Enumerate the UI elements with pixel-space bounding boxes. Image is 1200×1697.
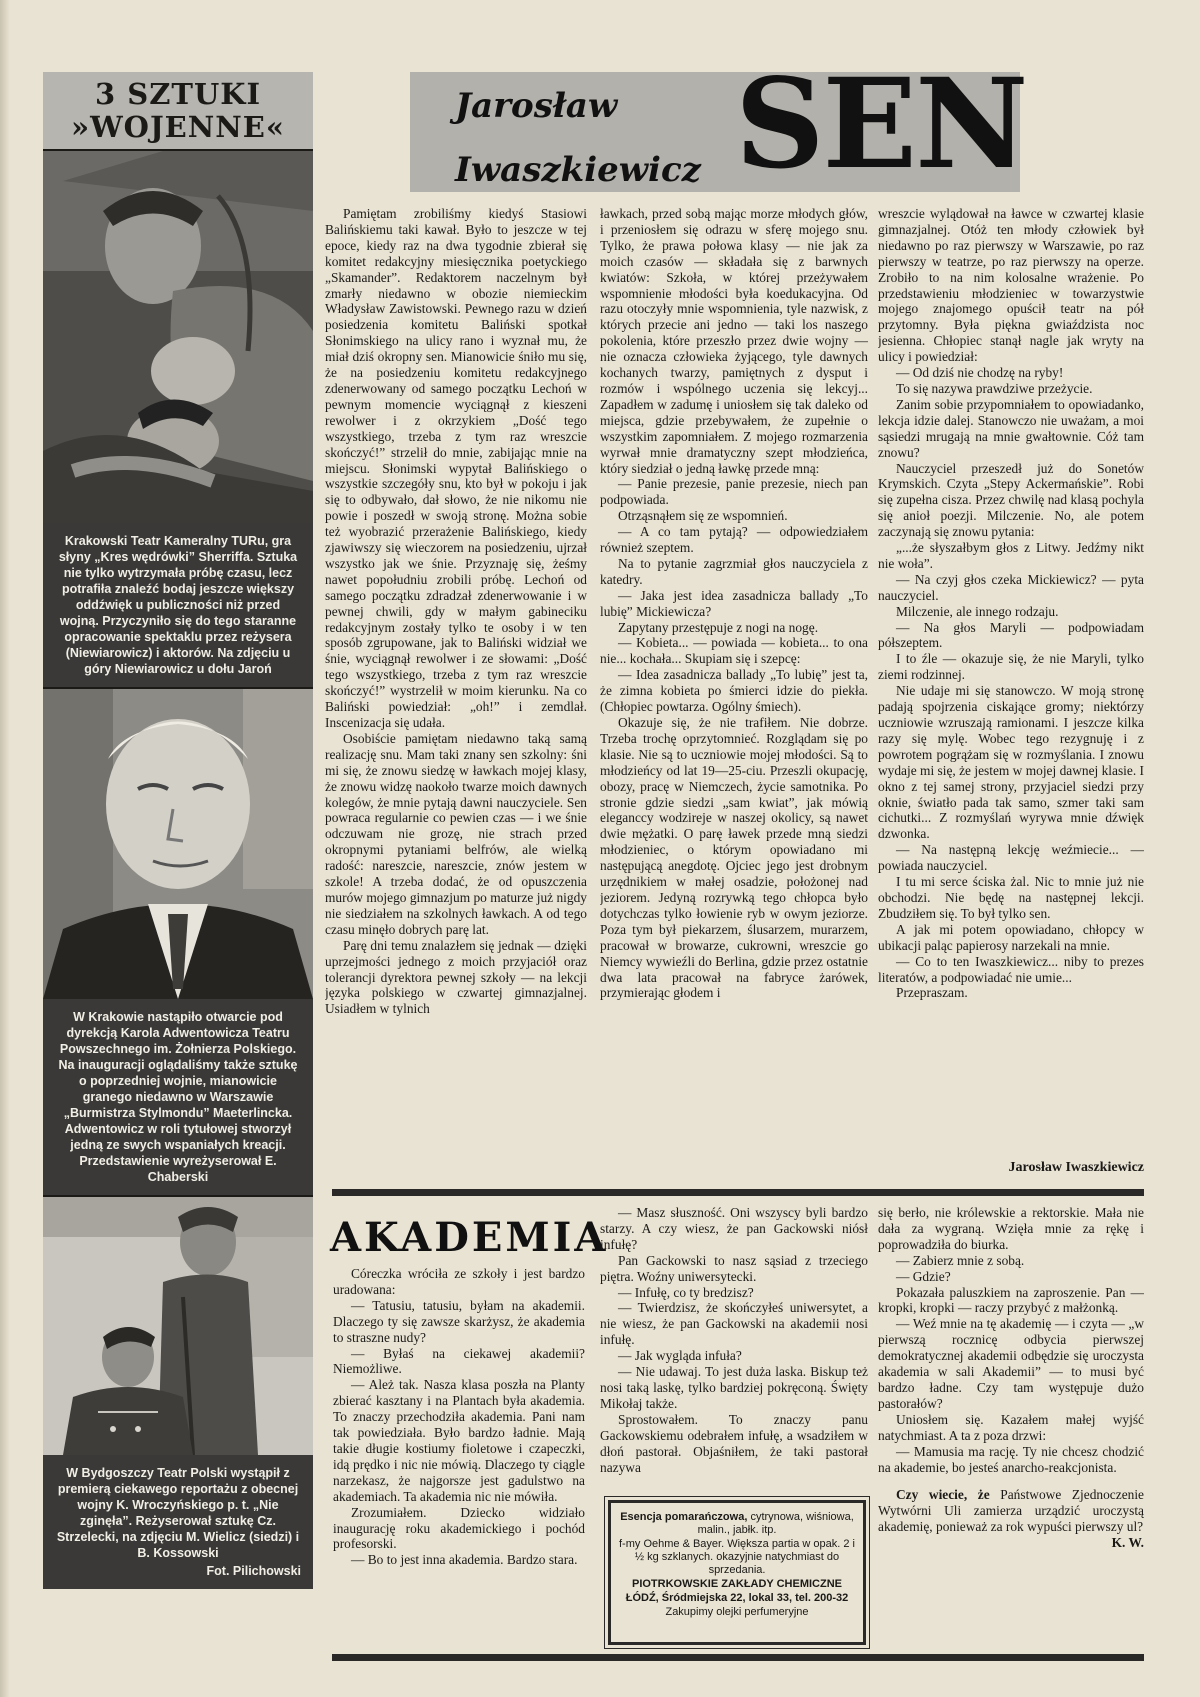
ad-product-name: Esencja pomarańczowa, bbox=[620, 1511, 748, 1523]
akademia-paragraph: — Nie udawaj. To jest duża laska. Biskup też nosi taką laskę, tylko bardziej pokręconą. Święty Mikołaj także. bbox=[600, 1364, 868, 1411]
article-paragraph: ławkach, przed sobą mając morze młodych głów, i przeniosłem się odrazu w sferę mojego snu. Tylko, że prawa połowa klasy — nie jak za moich czasów — składała się z barwnych kwiatów: Szkoła, w której przeżywałem wspomnienie młodości była koedukacyjna. Od razu otoczyły mnie wspomnienia, tyle nazwisk, z których przecie ani jedno — taki los naszego pokolenia, które przeszło przez dwie wojny — nie oznacza człowieka żyjącego, tyle dawnych kochanych twarzy, pamiętnych z dysput i rozmów i wspólnego uczenia się lekcyj... Zapadłem w zadumę i uniosłem się tak daleko od miejsca, gdzie przebywałem, że zupełnie o wszystkim zapomniałem. Z mojego rozmarzenia wyrwał mnie dramatyczny szept młodzieńca, który siedział o jedną ławkę przede mną: bbox=[600, 206, 868, 476]
article-paragraph: — Na głos Maryli — podpowiadam półszeptem. bbox=[878, 619, 1144, 651]
page-edge bbox=[0, 0, 10, 1697]
article-column-3 bbox=[878, 206, 1144, 1174]
akademia-paragraph: — Byłaś na ciekawej akademii? Niemożliwe. bbox=[333, 1345, 585, 1377]
akademia-column-1 bbox=[333, 1266, 585, 1651]
akademia-paragraph: — Weź mnie na tę akademię — i czyta — „w pierwszą rocznicę odbycia pierwszej demokratycznej akademii odbędzie się uroczysta akademia w sali Akademii” — to musi być bardzo ładne. Czy tam występuje dużo pastorałów? bbox=[878, 1316, 1144, 1411]
article-paragraph: — Panie prezesie, panie prezesie, niech pan podpowiada. bbox=[600, 476, 868, 508]
akademia-closing-bold: Czy wiecie, że bbox=[896, 1487, 990, 1503]
akademia-paragraph: — Gdzie? bbox=[896, 1268, 951, 1284]
article-paragraph: — Co to ten Iwaszkiewicz... niby to prezes literatów, a podpowiadać nie umie... bbox=[878, 953, 1144, 985]
akademia-paragraph: — Zabierz mnie z sobą. bbox=[896, 1252, 1025, 1268]
article-paragraph: — Na następną lekcję weźmiecie... — powiada nauczyciel. bbox=[878, 842, 1144, 874]
article-paragraph: Nauczyciel przeszedł już do Sonetów Krymskich. Czyta „Stepy Ackermańskie”. Robi się zupełna cisza. Przez chwilę nad klasą pochyla się anioł poezji. Milczenie. No, ale potem zaczynają się znowu pytania: bbox=[878, 460, 1144, 540]
sidebar-title-line1: 3 SZTUKI bbox=[94, 77, 262, 111]
article-paragraph: A jak mi potem opowiadano, chłopcy w ubikacji paląc papierosy narzekali na mnie. bbox=[878, 921, 1144, 953]
article-column-1 bbox=[325, 206, 587, 1176]
ad-company: PIOTRKOWSKIE ZAKŁADY CHEMICZNE bbox=[631, 1578, 843, 1590]
article-paragraph: „...że słyszałbym głos z Litwy. Jedźmy nikt nie woła”. bbox=[878, 540, 1144, 571]
ad-footer: Zakupimy olejki perfumeryjne bbox=[665, 1606, 809, 1618]
section-divider bbox=[332, 1189, 1144, 1196]
akademia-closing-text: Państwowe Zjednoczenie Wytwórni Uli zamierza urządzić uroczystą akademię, ponieważ za rok wypuści pierwszy ul? bbox=[878, 1487, 1144, 1535]
article-paragraph: Otrząsnąłem się ze wspomnień. bbox=[618, 508, 788, 524]
article-signature: Jarosław Iwaszkiewicz bbox=[1008, 1160, 1144, 1175]
akademia-paragraph: — Tatusiu, tatusiu, byłam na akademii. Dlaczego ty się zawsze skarżysz, że akademia to straszne nudy? bbox=[333, 1297, 585, 1345]
akademia-paragraph: Córeczka wróciła ze szkoły i jest bardzo uradowana: bbox=[333, 1266, 585, 1297]
akademia-paragraph: Uniosłem się. Kazałem małej wyjść natychmiast. A ta z poza drzwi: bbox=[878, 1411, 1144, 1443]
article-paragraph: Na to pytanie zagrzmiał głos nauczyciela z katedry. bbox=[600, 555, 868, 587]
photo-nie-zginela bbox=[43, 1195, 313, 1455]
article-paragraph: Zanim sobie przypomniałem to opowiadanko, lekcja idzie dalej. Stanowczo nie uważam, a moi sąsiedzi mrugają na mnie gwałtownie. Cóż tam znowu? bbox=[878, 396, 1144, 460]
article-paragraph: Pamiętam zrobiliśmy kiedyś Stasiowi Balińskiemu taki kawał. Było to jeszcze w tej epoce, kiedy raz na dwa tygodnie zbierał się komitet redakcyjny miesięcznika poetyckiego „Skamander”. Redaktorem naczelnym był zmarły niedawno w obozie niemieckim Władysław Zawistowski. Pewnego razu w dzień posiedzenia komitetu Baliński spotkał Słonimskiego na ulicy rano i wyznał mu, że miał dziś okropny sen. Mianowicie śniło mu się, że na posiedzeniu komitetu redakcyjnego zdenerwowany od samego początku Lechoń w pewnym momencie wyciągnął z kieszeni rewolwer i z okrzykiem „Dość tego wszystkiego, trzeba z tym raz wreszcie skończyć!” strzelił do mnie, zabijając mnie na miejscu. Słonimski wypytał Balińskiego o wszystkie szczegóły snu, kto był w pokoju i jak się to odbywało, dał słowo, że nie nikomu nie powie i poszedł w swoją stronę. Można sobie też wyobrazić przerażenie Balińskiego, kiedy zjawiwszy się wieczorem na posiedzeniu, ujrzał wszystko jak we śnie. Przyznaję się, żeśmy nawet popołudniu zrobili próbę. Lechoń od samego początku zdradzał zdenerwowanie i w pewnej chwili, gdy w małym gabineciku redakcyjnym zostały tylko te osoby i w ten sposób zgrupowane, jak to Baliński widział we śnie, wyciągnął rewolwer i ze słowami: „Dość tego wszystkiego, trzeba z tym raz wreszcie skończyć!” wystrzelił w moim kierunku. Na co Baliński powiedział: „oh!” i zemdlał. Inscenizacja się udała. bbox=[325, 206, 587, 730]
photo-nie-zginela-image bbox=[43, 1197, 313, 1455]
akademia-paragraph: Pan Gackowski to nasz sąsiad z trzeciego piętra. Woźny uniwersytecki. bbox=[600, 1252, 868, 1284]
article-paragraph: Parę dni temu znalazłem się jednak — dzięki uprzejmości jednego z moich przyjaciół oraz tolerancji dyrektora pewnej szkoły — na lekcji języka polskiego w czwartej gimnazjalnej. Usiadłem w tylnich bbox=[325, 937, 587, 1017]
article-paragraph: — Od dziś nie chodzę na ryby! bbox=[896, 365, 1064, 381]
article-paragraph: — Na czyj głos czeka Mickiewicz? — pyta nauczyciel. bbox=[878, 571, 1144, 603]
photo-credit: Fot. Pilichowski bbox=[206, 1564, 301, 1578]
bottom-divider bbox=[332, 1654, 1144, 1661]
akademia-column-2 bbox=[600, 1205, 868, 1495]
akademia-paragraph: — Infułę, co ty bredzisz? bbox=[618, 1284, 754, 1300]
akademia-paragraph: Sprostowałem. To znaczy panu Gackowskiemu odebrałem infułę, a wsadziłem w dłoń pastorał. Objaśniłem, że taki pastorał nazywa bbox=[600, 1411, 868, 1475]
article-title: SEN bbox=[735, 52, 1027, 197]
caption-nie-zginela bbox=[43, 1455, 313, 1589]
article-paragraph: — Idea zasadnicza ballady „To lubię” jest ta, że zimna kobieta po śmierci idzie do piekła. (Chłopiec powtarza. Ogólny śmiech). bbox=[600, 667, 868, 715]
article-paragraph: Osobiście pamiętam niedawno taką samą realizację snu. Mam taki znany sen szkolny: śni mi się, że znowu siedzę w ławkach mojej klasy, że znowu widzę naokoło twarze moich dawnych kolegów, że mnie pytają dawni nauczyciele. Sen powraca regularnie co pewien czas — i we śnie odczuwam nie grozę, nie strach przed okropnymi pytaniami belfrów, ale wielką radość: nareszcie, nareszcie, znów jestem w szkole! A trzeba dodać, że od opuszczenia murów mojego gimnazjum po maturze już nigdy nie siedziałem na szkolnych ławkach. A od tego czasu minęło dobrych parę lat. bbox=[325, 730, 587, 937]
article-paragraph: Nie udaje mi się stanowczo. W moją stronę padają spojrzenia ciskające gromy; niektórzy uczniowie wzruszają ramionami. I jeszcze kilka razy się mylę. Wobec tego rezygnuję i z powrotem pogrążam się w rozmyślania. I znowu wydaje mi się, że jestem w mojej dawnej klasie. I okno z tej samej strony, przyjaciel siedzi przy oknie, światło pada tak samo, szmer taki sam cichutki... Z rozmyślań wyrywa mnie dźwięk dzwonka. bbox=[878, 683, 1144, 842]
article-paragraph: wreszcie wylądował na ławce w czwartej klasie gimnazjalnej. Otóż ten młody człowiek był niedawno po raz pierwszy w Warszawie, po raz pierwszy w teatrze, po raz pierwszy na operze. Zrobiło to na nim kolosalne wrażenie. Po przedstawieniu młodzieniec w towarzystwie mojego znajomego opuścił teatr na pół przytomny. Była piękna gwiaździsta noc jesienna. Chłopiec stanął nagle jak wryty na ulicy i powiedział: bbox=[878, 206, 1144, 365]
akademia-paragraph: się berło, nie królewskie a rektorskie. Mała nie dała za wygraną. Wzięła mnie za rękę i poprowadziła do biurka. bbox=[878, 1205, 1144, 1252]
author-first-name: Jarosław bbox=[455, 86, 618, 126]
akademia-paragraph: — Jak wygląda infuła? bbox=[618, 1348, 742, 1364]
ad-address: ŁÓDŹ, Śródmiejska 22, lokal 33, tel. 200-32 bbox=[625, 1592, 849, 1604]
akademia-paragraph: Pokazała paluszkiem na zaproszenie. Pan — kropki, kropki — raczy przybyć z małżonką. bbox=[878, 1284, 1144, 1316]
article-paragraph: Zapytany przestępuje z nogi na nogę. bbox=[618, 619, 819, 635]
article-paragraph: To się nazywa prawdziwe przeżycie. bbox=[896, 380, 1093, 396]
akademia-paragraph: — Ależ tak. Nasza klasa poszła na Planty zbierać kasztany i na Plantach była akademia. To znaczy przechodziła akademia. Pani nam tak powiedziała. Było bardzo ładnie. Mają takie długie kostiumy fioletowe i czapeczki, idą prędko i nic nie mówią. Dlaczego ty ciągle narzekasz, że najgorsze jest gadulstwo na akademiach. Ta akademia nic nie mówiła. bbox=[333, 1377, 585, 1504]
article-paragraph: — A co tam pytają? — odpowiedziałem również szeptem. bbox=[600, 524, 868, 556]
sidebar-title bbox=[43, 72, 313, 149]
caption-adwentowicz: W Krakowie nastąpiło otwarcie pod dyrekcją Karola Adwentowicza Teatru Powszechnego im. Żołnierza Polskiego. Na inauguracji oglądaliśmy także sztukę o poprzedniej wojnie, mianowicie granego niedawno w Warszawie „Burmistrza Stylmondu” Maeterlincka. Adwentowicz w roli tytułowej stworzył jedną ze swych wspaniałych kreacji. Przedstawienie wyreżyserował E. Chaberski bbox=[43, 999, 313, 1195]
article-paragraph: Okazuje się, że nie trafiłem. Nie dobrze. Trzeba trochę oprzytomnieć. Rozglądam się po klasie. Nie są to uczniowie mojej młodości. Są to młodzieńcy od lat 19—25-ciu. Przeszli okupację, obozy, pracę w Niemczech, życie samotnika. Po stronie gdzie siedzi „sam kwiat”, jak mówią eleganccy wodzireje w naszej okolicy, są nawet dwie mężatki. O parę ławek przede mną siedzi młodzieniec, o którym opowiadano mi następującą anegdotę. Ojciec jego jest drobnym urzędnikiem w małej osadzie, położonej nad jeziorem. Jedyną rozrywką tego chłopca było dotychczas tylko łowienie ryb w owym jeziorze. Poza tym był piekarzem, ślusarzem, murarzem, pracował w browarze, cukrowni, wreszcie go Niemcy wywieźli do Berlina, gdzie przez ostatnie dwa lata pracował na fabryce żarówek, przymierając głodem i bbox=[600, 715, 868, 1001]
akademia-paragraph: — Twierdzisz, że skończyłeś uniwersytet, a nie wiesz, że pan Gackowski na akademii nosi infułę. bbox=[600, 1300, 868, 1348]
caption-nie-zginela-text: W Bydgoszczy Teatr Polski wystąpił z premierą ciekawego reportażu z obecnej wojny K. Wroczyńskiego p. t. „Nie zginęła”. Reżyserował sztukę Cz. Strzelecki, na zdjęciu M. Wielicz (siedzi) i B. Kossowski bbox=[56, 1466, 300, 1560]
article-paragraph: I tu mi serce ściska żal. Nic to mnie już nie obchodzi. Nie będę na następnej lekcji. Zbudziłem się. To był tylko sen. bbox=[878, 874, 1144, 921]
article-paragraph: — Kobieta... — powiada — kobieta... to ona nie... kochała... Skupiam się i szepcę: bbox=[600, 635, 868, 667]
ad-product-list: cytrynowa, wiśniowa, malin., jabłk. itp. bbox=[697, 1511, 854, 1536]
akademia-column-3 bbox=[878, 1205, 1144, 1645]
ad-line-2: f-my Oehme & Bayer. Większa partia w opak. 2 i ½ kg szklanych. okazyjnie natychmiast do sprzedania. bbox=[619, 1538, 855, 1576]
article-paragraph: — Jaka jest idea zasadnicza ballady „To lubię” Mickiewicza? bbox=[600, 587, 868, 619]
akademia-signature: K. W. bbox=[1111, 1535, 1144, 1551]
article-paragraph: Przepraszam. bbox=[896, 985, 968, 1001]
akademia-paragraph: Zrozumiałem. Dziecko widziało inaugurację roku akademickiego i pochód profesorski. bbox=[333, 1504, 585, 1552]
akademia-paragraph: — Mamusia ma rację. Ty nie chcesz chodzić na akademie, bo jesteś anarcho-reakcjonista. bbox=[878, 1443, 1144, 1475]
photo-kres-wedrowki bbox=[43, 149, 313, 523]
sidebar bbox=[43, 72, 313, 1589]
akademia-title: AKADEMIA bbox=[330, 1214, 609, 1261]
article-paragraph: Milczenie, ale innego rodzaju. bbox=[896, 603, 1059, 619]
caption-kres-wedrowki: Krakowski Teatr Kameralny TURu, gra słyny „Kres wędrówki” Sherriffa. Sztuka nie tylko wytrzymała próbę czasu, lecz potrafiła znaleźć bodaj jeszcze większy oddźwięk u publiczności niż przed wojną. Przyczyniło się do tego staranne opracowanie spektaklu przez reżysera (Niewiarowicz) i aktorów. Na zdjęciu u góry Niewiarowicz u dołu Jaroń bbox=[43, 523, 313, 687]
akademia-paragraph: — Bo to jest inna akademia. Bardzo stara. bbox=[351, 1552, 578, 1568]
akademia-closing bbox=[878, 1487, 1144, 1535]
photo-kres-wedrowki-image bbox=[43, 151, 313, 523]
photo-adwentowicz bbox=[43, 687, 313, 999]
author-last-name: Iwaszkiewicz bbox=[455, 150, 701, 190]
sidebar-title-line2: »WOJENNE« bbox=[70, 110, 286, 144]
advertisement-box bbox=[608, 1500, 866, 1645]
akademia-paragraph: — Masz słuszność. Oni wszyscy byli bardzo starzy. A czy wiesz, że pan Gackowski niósł infułę? bbox=[600, 1205, 868, 1252]
ad-line-1 bbox=[619, 1511, 855, 1537]
article-paragraph: I to źle — okazuje się, że nie Maryli, tylko ziemi rodzinnej. bbox=[878, 651, 1144, 683]
photo-adwentowicz-image bbox=[43, 689, 313, 999]
article-column-2 bbox=[600, 206, 868, 1176]
